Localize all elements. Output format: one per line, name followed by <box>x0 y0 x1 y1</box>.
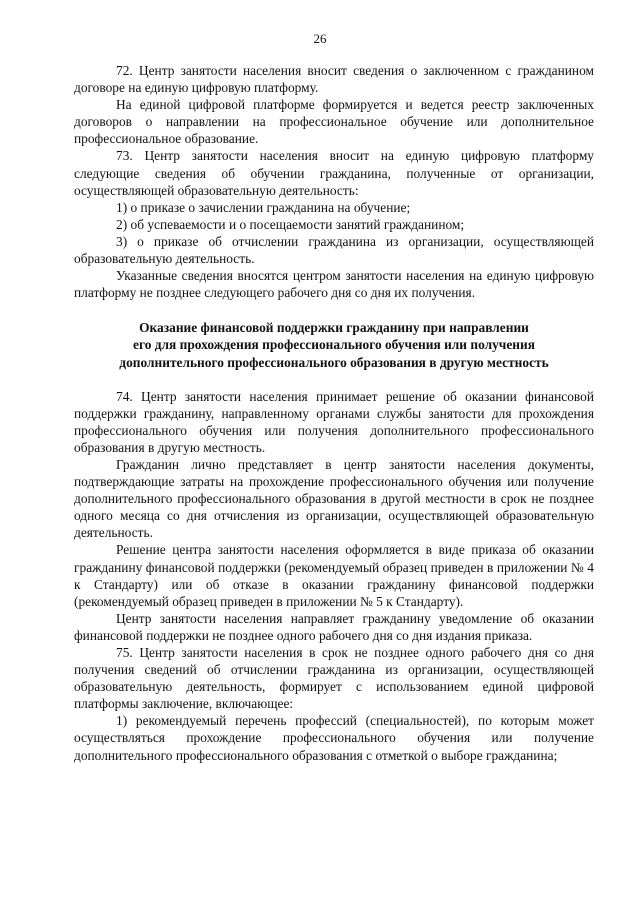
paragraph-deadline: Указанные сведения вносятся центром занятости населения на единую цифровую платформу не позднее следующего рабочего дня со дня их получения. <box>74 268 594 301</box>
paragraph-74: 74. Центр занятости населения принимает решение об оказании финансовой поддержки гражданину, направленному органами службы занятости для прохождения профессионального обучения или получения дополнительного профессионального образования в другую местность. <box>74 388 594 455</box>
list-item-recommended-professions: 1) рекомендуемый перечень профессий (специальностей), по которым может осуществляться прохождение профессионального обучения или получение дополнительного профессионального образования с отметкой о выборе гражданина; <box>74 713 594 763</box>
list-item-3: 3) о приказе об отчислении гражданина из организации, осуществляющей образовательную деятельность. <box>74 233 594 267</box>
paragraph-73: 73. Центр занятости населения вносит на единую цифровую платформу следующие сведения об обучении гражданина, полученные от организации, осуществляющей образовательную деятельность: <box>74 148 594 198</box>
paragraph-documents: Гражданин лично представляет в центр занятости населения документы, подтверждающие затраты на прохождение профессионального обучения или получение дополнительного профессионального образования в другой местности в срок не позднее одного месяца со дня отчисления из организации, осуществляющей образовательную деятельность. <box>74 456 594 541</box>
paragraph-72: 72. Центр занятости населения вносит сведения о заключенном с гражданином договоре на единую цифровую платформу. <box>74 63 594 96</box>
paragraph-notification: Центр занятости населения направляет гражданину уведомление об оказании финансовой поддержки не позднее одного рабочего дня со дня издания приказа. <box>74 610 594 643</box>
list-item-1: 1) о приказе о зачислении гражданина на обучение; <box>116 199 411 215</box>
paragraph-75: 75. Центр занятости населения в срок не позднее одного рабочего дня со дня получения сведений об отчислении гражданина из организации, осуществляющей образовательную деятельность, формирует с использованием единой цифровой платформы заключение, включающее: <box>74 645 594 712</box>
page-number: 26 <box>313 31 327 46</box>
paragraph-decision: Решение центра занятости населения оформляется в виде приказа об оказании гражданину финансовой поддержки (рекомендуемый образец приведен в приложении № 4 к Стандарту) или об отказе в оказании гражданину финансовой поддержки (рекомендуемый образец приведен в приложении № 5 к Стандарту). <box>74 542 594 609</box>
section-heading-line-1: Оказание финансовой поддержки гражданину при направлении <box>139 320 529 336</box>
section-heading <box>74 319 594 370</box>
document-body <box>74 62 594 764</box>
section-heading-line-2: его для прохождения профессионального обучения или получения <box>133 337 535 353</box>
section-heading-line-3: дополнительного профессионального образования в другую местность <box>119 354 549 370</box>
paragraph-registry: На единой цифровой платформе формируется и ведется реестр заключенных договоров о направлении на профессиональное обучение или дополнительное профессиональное образование. <box>74 97 594 147</box>
list-item-2: 2) об успеваемости и о посещаемости занятий гражданином; <box>116 216 465 232</box>
